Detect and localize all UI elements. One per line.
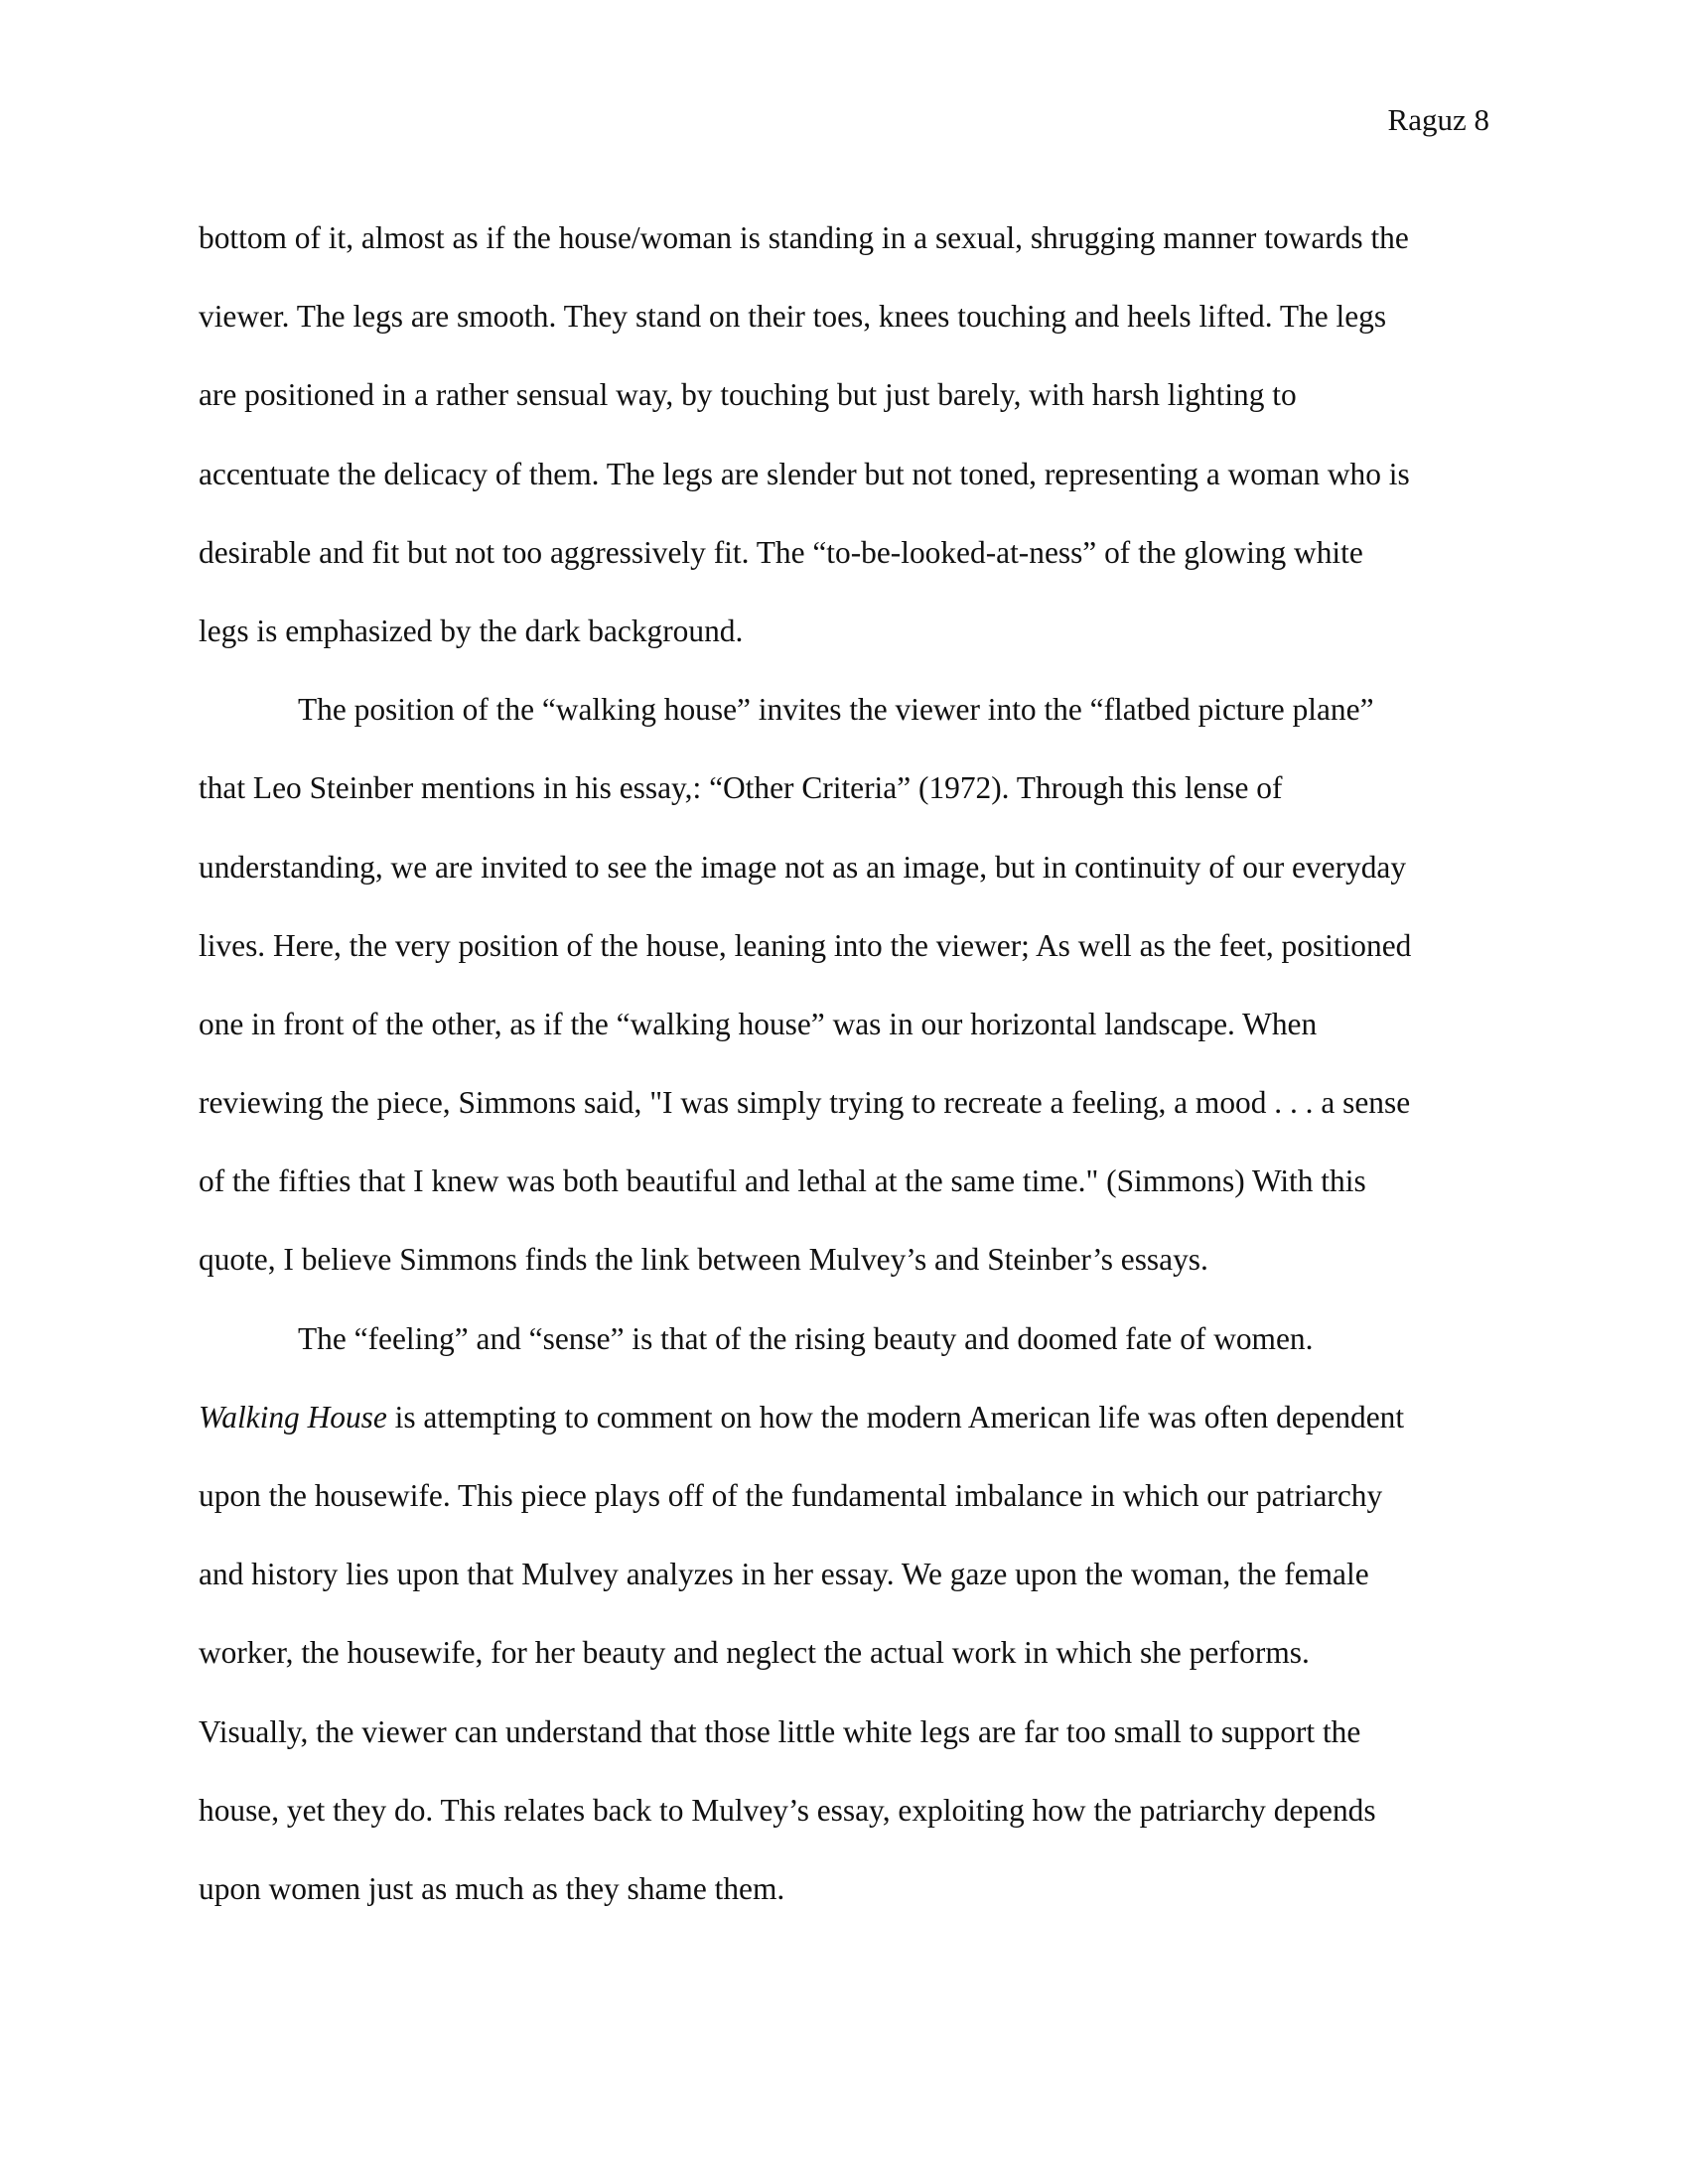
paragraph-2 bbox=[199, 670, 1489, 1299]
paragraph-3 bbox=[199, 1299, 1489, 1929]
text-line: reviewing the piece, Simmons said, "I was simply trying to recreate a feeling, a mood . . . a sense bbox=[199, 1085, 1411, 1121]
text-line: worker, the housewife, for her beauty and neglect the actual work in which she performs. bbox=[199, 1635, 1310, 1671]
text-line: understanding, we are invited to see the image not as an image, but in continuity of our everyday bbox=[199, 849, 1407, 885]
text-line: house, yet they do. This relates back to Mulvey’s essay, exploiting how the patriarchy depends bbox=[199, 1792, 1376, 1828]
text-line: and history lies upon that Mulvey analyzes in her essay. We gaze upon the woman, the female bbox=[199, 1557, 1369, 1592]
text-line: bottom of it, almost as if the house/woman is standing in a sexual, shrugging manner towards the bbox=[199, 220, 1409, 255]
text-line: desirable and fit but not too aggressively fit. The “to-be-looked-at-ness” of the glowing white bbox=[199, 534, 1363, 570]
artwork-title: Walking House bbox=[199, 1399, 387, 1434]
body-text bbox=[199, 199, 1489, 1928]
text-line: viewer. The legs are smooth. They stand on their toes, knees touching and heels lifted. The legs bbox=[199, 299, 1387, 335]
text-line: lives. Here, the very position of the house, leaning into the viewer; As well as the feet, positioned bbox=[199, 927, 1412, 963]
text-line: upon the housewife. This piece plays off of the fundamental imbalance in which our patriarchy bbox=[199, 1478, 1383, 1513]
text-line: one in front of the other, as if the “walking house” was in our horizontal landscape. When bbox=[199, 1006, 1318, 1041]
text-line: quote, I believe Simmons finds the link between Mulvey’s and Steinber’s essays. bbox=[199, 1242, 1208, 1278]
text-line: legs is emphasized by the dark background. bbox=[199, 613, 744, 648]
text-line-indented: The position of the “walking house” invites the viewer into the “flatbed picture plane” bbox=[298, 692, 1374, 728]
text-line: upon women just as much as they shame them. bbox=[199, 1870, 785, 1906]
text-line: accentuate the delicacy of them. The legs are slender but not toned, representing a woman who is bbox=[199, 456, 1410, 491]
text-line: Visually, the viewer can understand that those little white legs are far too small to support the bbox=[199, 1713, 1361, 1749]
text-run: is attempting to comment on how the modern American life was often dependent bbox=[386, 1399, 1405, 1434]
paragraph-1 bbox=[199, 199, 1489, 670]
text-line-with-title bbox=[199, 1378, 1489, 1456]
text-line-indented: The “feeling” and “sense” is that of the rising beauty and doomed fate of women. bbox=[298, 1320, 1314, 1356]
text-line: of the fifties that I knew was both beautiful and lethal at the same time." (Simmons) With this bbox=[199, 1163, 1366, 1199]
text-line: are positioned in a rather sensual way, by touching but just barely, with harsh lighting to bbox=[199, 377, 1297, 413]
running-head: Raguz 8 bbox=[1387, 102, 1489, 137]
text-line: that Leo Steinber mentions in his essay,: “Other Criteria” (1972). Through this lense of bbox=[199, 770, 1283, 806]
